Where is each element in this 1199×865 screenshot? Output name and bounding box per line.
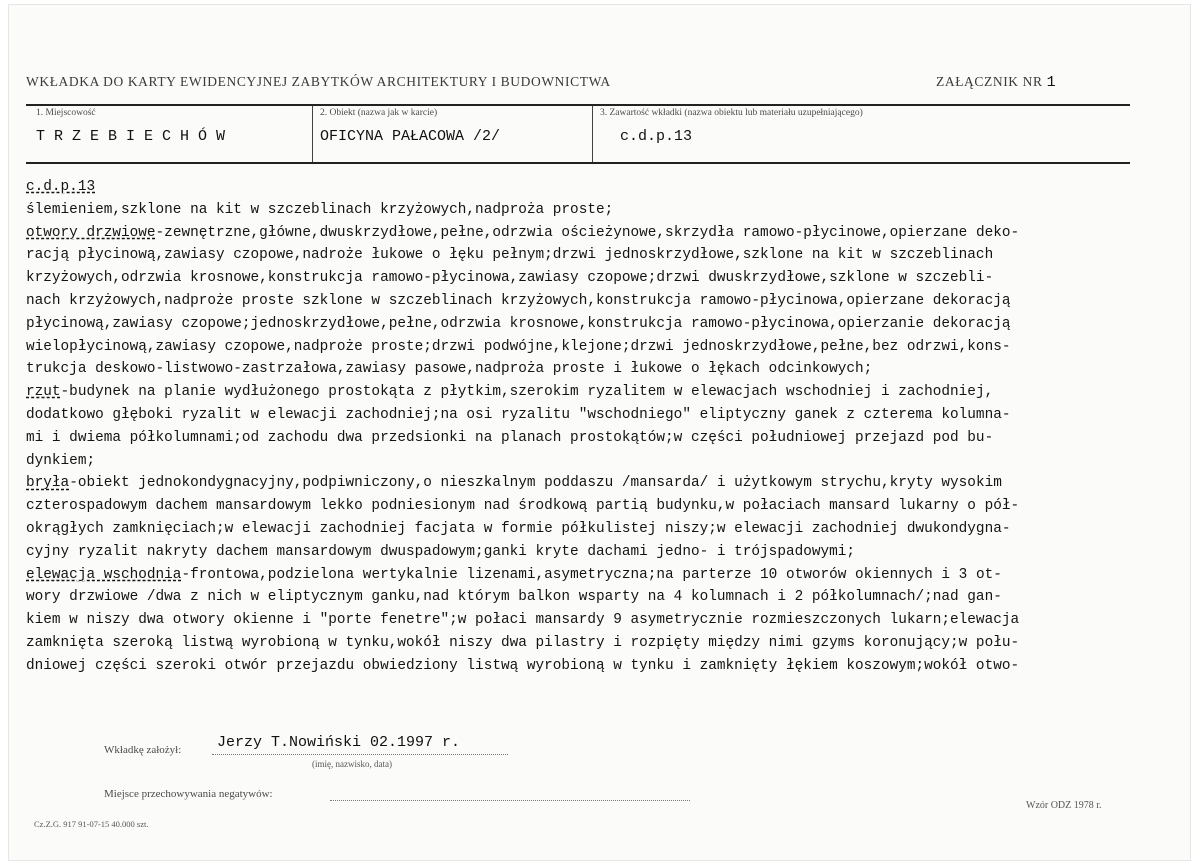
negatives-location-line — [330, 800, 690, 801]
text-line: bryła-obiekt jednokondygnacyjny,podpiwniczony,o nieszkalnym poddaszu /mansarda/ i użytkowym strychu,kryty wysokim — [26, 475, 1002, 492]
top-rule — [26, 104, 1130, 106]
card-title: WKŁADKA DO KARTY EWIDENCYJNEJ ZABYTKÓW ARCHITEKTURY I BUDOWNICTWA — [26, 74, 611, 89]
field-divider — [312, 106, 313, 162]
text-line: dynkiem; — [26, 452, 96, 469]
prepared-by-caption: (imię, nazwisko, data) — [312, 759, 392, 769]
text-line: zamknięta szeroką listwą wyrobioną w tynku,wokół niszy dwa pilastry i rozpięty między nimi gzyms koronujący;w połu- — [26, 634, 1020, 651]
field-divider — [592, 106, 593, 162]
prepared-by-line — [212, 754, 508, 755]
object-label: 2. Obiekt (nazwa jak w karcie) — [320, 108, 438, 118]
text-line: płycinową,zawiasy czopowe;jednoskrzydłowe,pełne,odrzwia krosnowe,konstrukcja ramowo-płycinowa,opierzanie dekoracją — [26, 315, 1011, 332]
prepared-by-label: Wkładkę założył: — [104, 744, 182, 756]
text-line: kiem w niszy dwa otwory okienne i "porte fenetre";w połaci mansardy 9 asymetrycznie rozmieszczonych lukarn;elewacja — [26, 612, 1020, 629]
section-heading-mass: bryła — [26, 475, 70, 492]
text-line — [26, 176, 1156, 199]
place-value: TRZEBIECHÓW — [36, 128, 235, 145]
text-line: wory drzwiowe /dwa z nich w eliptycznym ganku,nad którym balkon wsparty na 4 kolumnach i 2 półkolumnach/;nad gan- — [26, 589, 1002, 606]
text-line: ślemieniem,szklone na kit w szczeblinach krzyżowych,nadproża proste; — [26, 201, 614, 218]
continuation-marker: c.d.p.13 — [26, 179, 96, 195]
prepared-by-value: Jerzy T.Nowiński 02.1997 r. — [217, 734, 461, 751]
place-label: 1. Miejscowość — [36, 108, 96, 118]
header-rule — [26, 162, 1130, 164]
text-line: nach krzyżowych,nadproże proste szklone w szczeblinach krzyżowych,konstrukcja ramowo-płycinowa,opierzane dekoracją — [26, 292, 1011, 309]
negatives-location-label: Miejsce przechowywania negatywów: — [104, 788, 273, 800]
text-line: racją płycinową,zawiasy czopowe,nadroże łukowe o łęku pełnym;drzwi jednoskrzydłowe,szklone na kit w szczeblinach — [26, 247, 994, 264]
text-line: otwory drzwiowe-zewnętrzne,główne,dwuskrzydłowe,pełne,odrzwia ościeżynowe,skrzydła ramowo-płycinowe,opierzane deko- — [26, 224, 1020, 241]
text-line: mi i dwiema półkolumnami;od zachodu dwa przedsionki na planach prostokątów;w części południowej przejazd pod bu- — [26, 429, 994, 446]
text-line: cyjny ryzalit nakryty dachem mansardowym dwuspadowym;ganki kryte dachami jedno- i trójspadowymi; — [26, 543, 856, 560]
section-heading-plan: rzut — [26, 384, 61, 401]
text-line: wielopłycinową,zawiasy czopowe,nadproże proste;drzwi podwójne,klejone;drzwi jednoskrzydłowe,pełne,bez odrzwi,kons- — [26, 338, 1011, 355]
text-line: okrągłych zamknięciach;w elewacji zachodniej facjata w formie półkulistej niszy;w elewacji zachodniej dwukondygna- — [26, 520, 1011, 537]
attachment-label: ZAŁĄCZNIK NR — [936, 74, 1043, 89]
form-code: Wzór ODZ 1978 r. — [1026, 800, 1102, 811]
text-line: trukcja deskowo-listwowo-zastrzałowa,zawiasy pasowe,nadproża proste i łukowe o łękach odcinkowych; — [26, 361, 873, 378]
attachment-number — [936, 74, 1056, 91]
object-value: OFICYNA PAŁACOWA /2/ — [320, 128, 501, 145]
attachment-value: 1 — [1046, 74, 1057, 91]
description-text — [26, 176, 1156, 678]
text-line: dodatkowo głęboki ryzalit w elewacji zachodniej;na osi ryzalitu "wschodniego" eliptyczny ganek z czterema kolumna- — [26, 406, 1011, 423]
print-code: Cz.Z.G. 917 91-07-15 40.000 szt. — [34, 819, 149, 829]
text-line: krzyżowych,odrzwia krosnowe,konstrukcja ramowo-płycinowa,zawiasy czopowe;drzwi dwuskrzydłowe,szklone w szczebli- — [26, 270, 994, 287]
text-line: dniowej części szeroki otwór przejazdu obwiedziony listwą wyrobioną w tynku i zamknięty łękiem koszowym;wokół otwo- — [26, 657, 1020, 674]
text-line: elewacja wschodnia-frontowa,podzielona wertykalnie lizenami,asymetryczna;na parterze 10 otworów okiennych i 3 ot- — [26, 566, 1002, 583]
content-value: c.d.p.13 — [620, 128, 693, 145]
content-label: 3. Zawartość wkładki (nazwa obiektu lub materiału uzupełniającego) — [600, 108, 863, 118]
text-line: rzut-budynek na planie wydłużonego prostokąta z płytkim,szerokim ryzalitem w elewacjach wschodniej i zachodniej, — [26, 384, 994, 401]
text-line: czterospadowym dachem mansardowym lekko podniesionym nad środkową partią budynku,w połaciach mansard lukarny o pół- — [26, 498, 1020, 515]
section-heading-east-facade: elewacja wschodnia — [26, 566, 182, 583]
section-heading-doors: otwory drzwiowe — [26, 224, 156, 241]
